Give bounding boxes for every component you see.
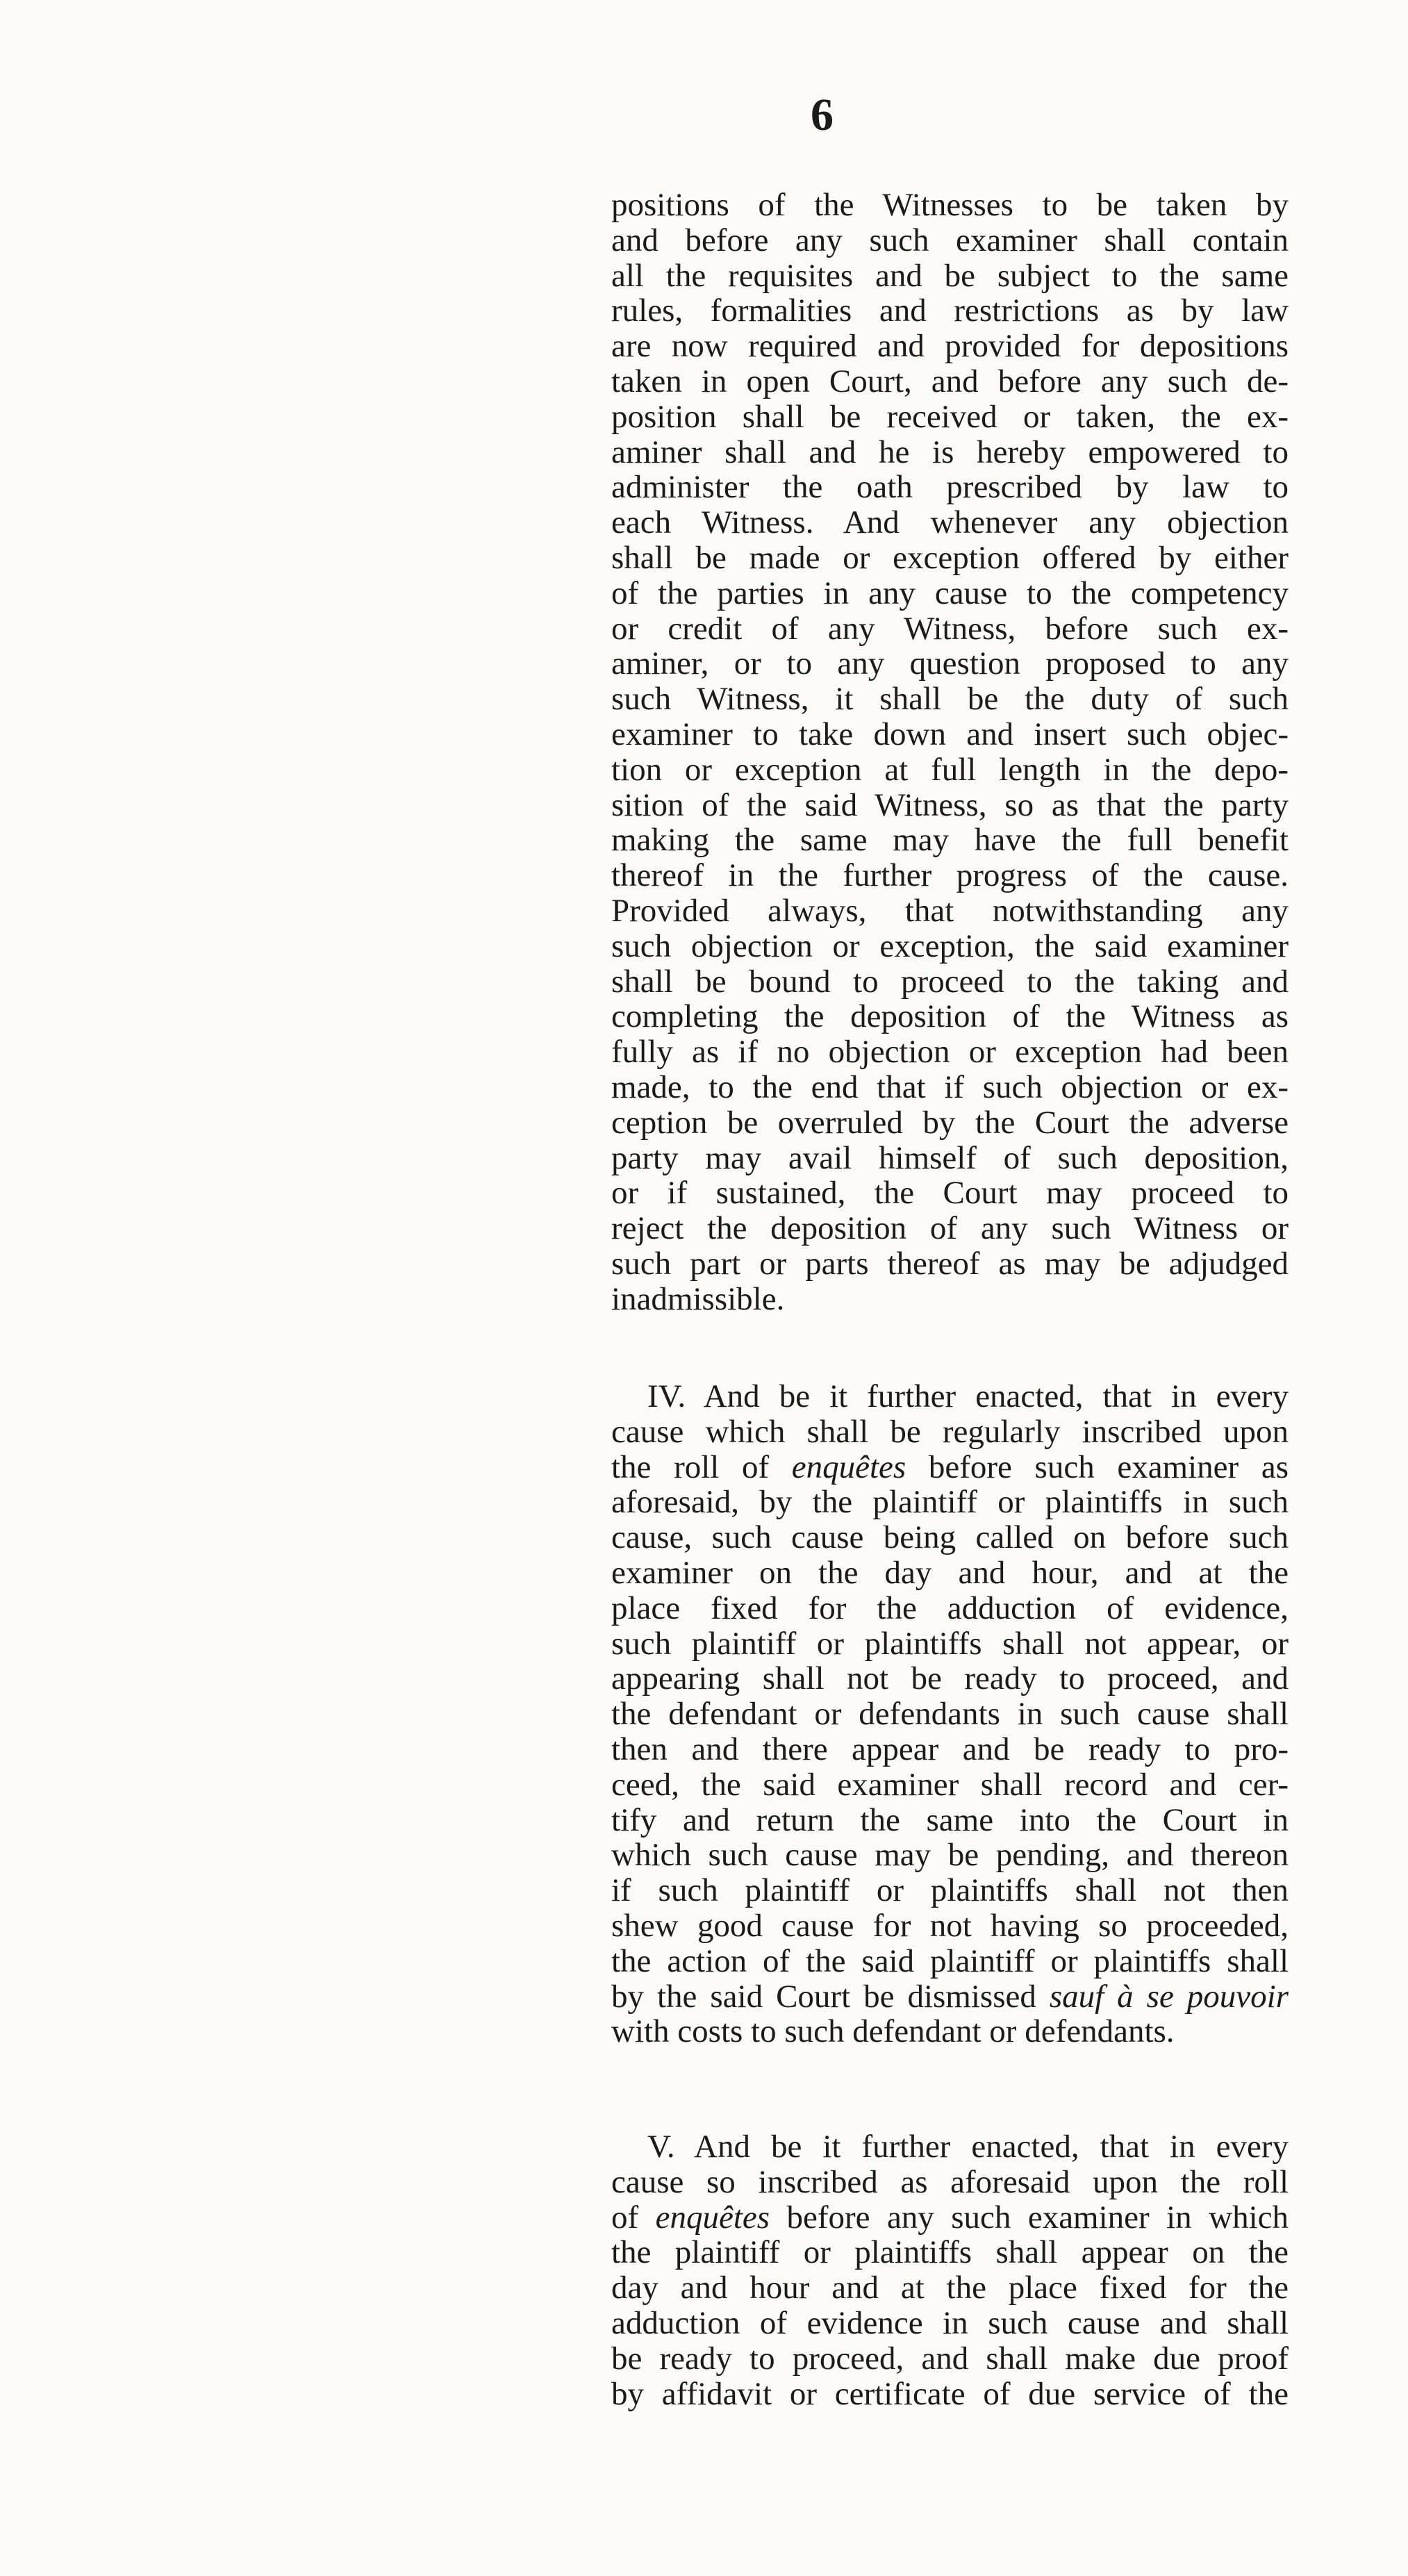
text-line: position shall be received or taken, the ex- xyxy=(611,399,1289,435)
text-line: making the same may have the full benefit xyxy=(611,823,1289,859)
text-line: cause, such cause being called on before such xyxy=(611,1520,1289,1555)
text-line: party may avail himself of such deposition, xyxy=(611,1140,1289,1176)
paragraph-continuation xyxy=(611,188,1289,1317)
text-line: completing the deposition of the Witness as xyxy=(611,999,1289,1035)
text-line: examiner to take down and insert such objec- xyxy=(611,716,1289,752)
text-line: day and hour and at the place fixed for the xyxy=(611,2270,1289,2306)
text-line: cause so inscribed as aforesaid upon the roll xyxy=(611,2164,1289,2200)
text-line: administer the oath prescribed by law to xyxy=(611,470,1289,506)
text-line: shall be bound to proceed to the taking and xyxy=(611,964,1289,1000)
text-line: the plaintiff or plaintiffs shall appear on the xyxy=(611,2235,1289,2271)
text-line: tion or exception at full length in the depo- xyxy=(611,752,1289,788)
text-line: by the said Court be dismissed sauf à se pouvoir xyxy=(611,1979,1289,2015)
text-line: adduction of evidence in such cause and shall xyxy=(611,2305,1289,2341)
text-line: or credit of any Witness, before such ex- xyxy=(611,611,1289,647)
italic-term: enquêtes xyxy=(655,2199,770,2236)
text-line: rules, formalities and restrictions as by law xyxy=(611,293,1289,329)
text-line: Provided always, that notwithstanding any xyxy=(611,893,1289,929)
text-line: such Witness, it shall be the duty of such xyxy=(611,682,1289,717)
text-line: place fixed for the adduction of evidence, xyxy=(611,1590,1289,1626)
text-line: all the requisites and be subject to the same xyxy=(611,258,1289,294)
text-line: the defendant or defendants in such cause shall xyxy=(611,1696,1289,1732)
italic-term: enquêtes xyxy=(791,1449,906,1485)
text-line: shew good cause for not having so proceeded, xyxy=(611,1908,1289,1944)
page-number: 6 xyxy=(811,90,834,140)
italic-term: sauf à se pouvoir xyxy=(1049,1979,1289,2015)
text-line: ceed, the said examiner shall record and cer- xyxy=(611,1767,1289,1803)
text-line: of enquêtes before any such examiner in which xyxy=(611,2199,1289,2236)
text-line: appearing shall not be ready to proceed, and xyxy=(611,1661,1289,1697)
text-line: then and there appear and be ready to pro- xyxy=(611,1731,1289,1767)
text-line: which such cause may be pending, and thereon xyxy=(611,1838,1289,1874)
text-line: with costs to such defendant or defendants. xyxy=(611,2014,1175,2050)
text-line: shall be made or exception offered by either xyxy=(611,540,1289,576)
text-line: such objection or exception, the said examiner xyxy=(611,928,1289,964)
text-line: the roll of enquêtes before such examiner as xyxy=(611,1449,1289,1485)
text-line: thereof in the further progress of the cause. xyxy=(611,858,1289,893)
text-line: cause which shall be regularly inscribed upon xyxy=(611,1414,1289,1450)
text-line: the action of the said plaintiff or plaintiffs shall xyxy=(611,1943,1289,1979)
text-line: positions of the Witnesses to be taken by xyxy=(611,188,1289,223)
text-line: by affidavit or certificate of due service of the xyxy=(611,2376,1289,2412)
text-line: if such plaintiff or plaintiffs shall not then xyxy=(611,1873,1289,1908)
text-line: or if sustained, the Court may proceed to xyxy=(611,1175,1289,1212)
text-line: reject the deposition of any such Witness or xyxy=(611,1211,1289,1246)
text-line: made, to the end that if such objection or ex- xyxy=(611,1069,1289,1105)
text-line: aminer, or to any question proposed to any xyxy=(611,646,1289,682)
text-line: ception be overruled by the Court the adverse xyxy=(611,1105,1289,1141)
text-line: each Witness. And whenever any objection xyxy=(611,505,1289,540)
text-line: examiner on the day and hour, and at the xyxy=(611,1555,1289,1591)
text-line: aminer shall and he is hereby empowered to xyxy=(611,434,1289,470)
text-line: such part or parts thereof as may be adjudged xyxy=(611,1246,1289,1282)
text-line: aforesaid, by the plaintiff or plaintiffs in such xyxy=(611,1485,1289,1521)
paragraph-section-iv xyxy=(611,1379,1289,2049)
text-line: taken in open Court, and before any such de- xyxy=(611,363,1289,399)
text-line: sition of the said Witness, so as that the party xyxy=(611,787,1289,823)
text-line: of the parties in any cause to the competency xyxy=(611,575,1289,611)
paragraph-section-v xyxy=(611,2129,1289,2411)
text-line: inadmissible. xyxy=(611,1281,785,1317)
text-line: fully as if no objection or exception had been xyxy=(611,1034,1289,1070)
section-heading-line: V. And be it further enacted, that in every xyxy=(647,2129,1289,2165)
text-line: are now required and provided for depositions xyxy=(611,329,1289,364)
text-line: tify and return the same into the Court in xyxy=(611,1802,1289,1838)
section-heading-line: IV. And be it further enacted, that in every xyxy=(647,1379,1289,1414)
text-line: such plaintiff or plaintiffs shall not appear, or xyxy=(611,1626,1289,1662)
text-line: be ready to proceed, and shall make due proof xyxy=(611,2340,1289,2377)
text-line: and before any such examiner shall contain xyxy=(611,222,1289,258)
